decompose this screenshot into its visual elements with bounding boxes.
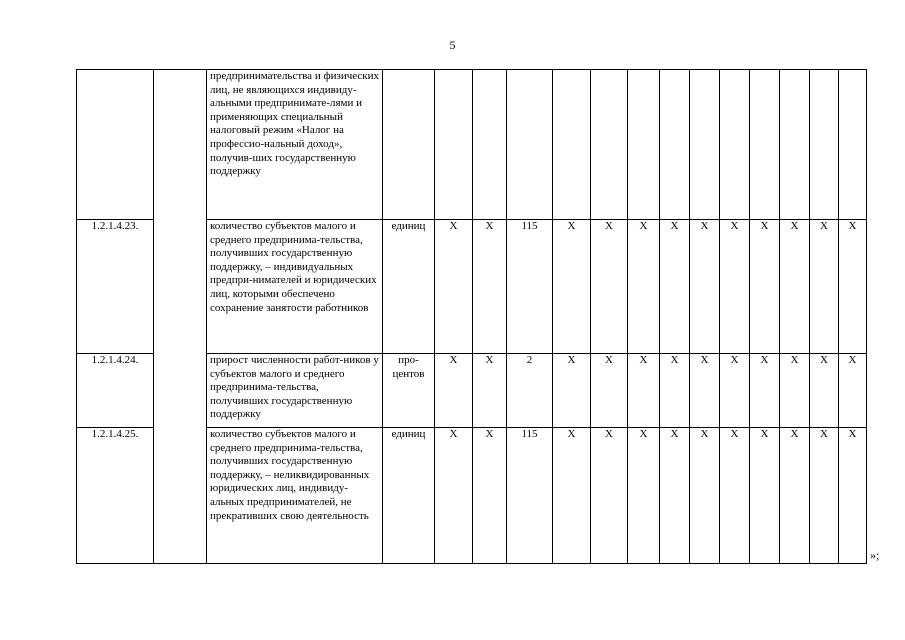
row-number: 1.2.1.4.24.: [77, 354, 154, 428]
value-cell: Х: [690, 428, 720, 564]
value-cell: Х: [780, 354, 810, 428]
row-number: 1.2.1.4.23.: [77, 220, 154, 354]
value-cell: Х: [690, 354, 720, 428]
value-cell: [780, 70, 810, 220]
value-cell: Х: [591, 354, 628, 428]
value-cell: [810, 70, 839, 220]
value-cell: Х: [810, 428, 839, 564]
indicator-description: прирост численности работ-ников у субъектов малого и среднего предпринима-тельства, получивших государственную поддержку: [207, 354, 383, 428]
value-cell: [507, 70, 553, 220]
value-cell: 2: [507, 354, 553, 428]
value-cell: Х: [839, 428, 867, 564]
value-cell: Х: [839, 354, 867, 428]
value-cell: Х: [720, 354, 750, 428]
unit-cell: про-центов: [383, 354, 435, 428]
value-cell: Х: [839, 220, 867, 354]
value-cell: [660, 70, 690, 220]
value-cell: [839, 70, 867, 220]
value-cell: Х: [591, 220, 628, 354]
indicator-description: количество субъектов малого и среднего предпринима-тельства, получивших государственную поддержку, – неликвидированных юридических лиц, индивиду-альных предпринимателей, не прекративших свою деятельность: [207, 428, 383, 564]
value-cell: Х: [553, 428, 591, 564]
unit-cell: [383, 70, 435, 220]
value-cell: Х: [810, 220, 839, 354]
value-cell: Х: [660, 428, 690, 564]
value-cell: Х: [660, 220, 690, 354]
indicator-table: [76, 69, 867, 564]
value-cell: Х: [473, 220, 507, 354]
value-cell: 115: [507, 428, 553, 564]
value-cell: Х: [628, 428, 660, 564]
value-cell: Х: [435, 220, 473, 354]
closing-quote-mark: »;: [870, 548, 880, 562]
value-cell: Х: [473, 428, 507, 564]
unit-cell: единиц: [383, 428, 435, 564]
value-cell: Х: [690, 220, 720, 354]
value-cell: Х: [720, 428, 750, 564]
value-cell: Х: [628, 220, 660, 354]
value-cell: Х: [553, 220, 591, 354]
row-number: [77, 70, 154, 220]
value-cell: Х: [780, 220, 810, 354]
page-number: 5: [449, 38, 456, 52]
value-cell: Х: [473, 354, 507, 428]
value-cell: Х: [435, 354, 473, 428]
value-cell: 115: [507, 220, 553, 354]
table-row: [77, 70, 867, 220]
value-cell: Х: [435, 428, 473, 564]
value-cell: Х: [591, 428, 628, 564]
value-cell: Х: [750, 428, 780, 564]
unit-cell: единиц: [383, 220, 435, 354]
value-cell: Х: [553, 354, 591, 428]
value-cell: [591, 70, 628, 220]
value-cell: [628, 70, 660, 220]
value-cell: [473, 70, 507, 220]
value-cell: [435, 70, 473, 220]
row-number: 1.2.1.4.25.: [77, 428, 154, 564]
value-cell: [720, 70, 750, 220]
merged-blank-cell: [154, 70, 207, 564]
value-cell: [750, 70, 780, 220]
value-cell: Х: [720, 220, 750, 354]
indicator-description: количество субъектов малого и среднего предпринима-тельства, получивших государственную поддержку, – индивидуальных предпри-нимателей и юридических лиц, которыми обеспечено сохранение занятости работников: [207, 220, 383, 354]
value-cell: Х: [810, 354, 839, 428]
value-cell: Х: [628, 354, 660, 428]
value-cell: Х: [780, 428, 810, 564]
value-cell: [553, 70, 591, 220]
indicator-description: предпринимательства и физических лиц, не являющихся индивиду-альными предпринимате-лями и применяющих специальный налоговый режим «Налог на профессио-нальный доход», получив-ших государственную поддержку: [207, 70, 383, 220]
value-cell: [690, 70, 720, 220]
value-cell: Х: [660, 354, 690, 428]
value-cell: Х: [750, 220, 780, 354]
value-cell: Х: [750, 354, 780, 428]
